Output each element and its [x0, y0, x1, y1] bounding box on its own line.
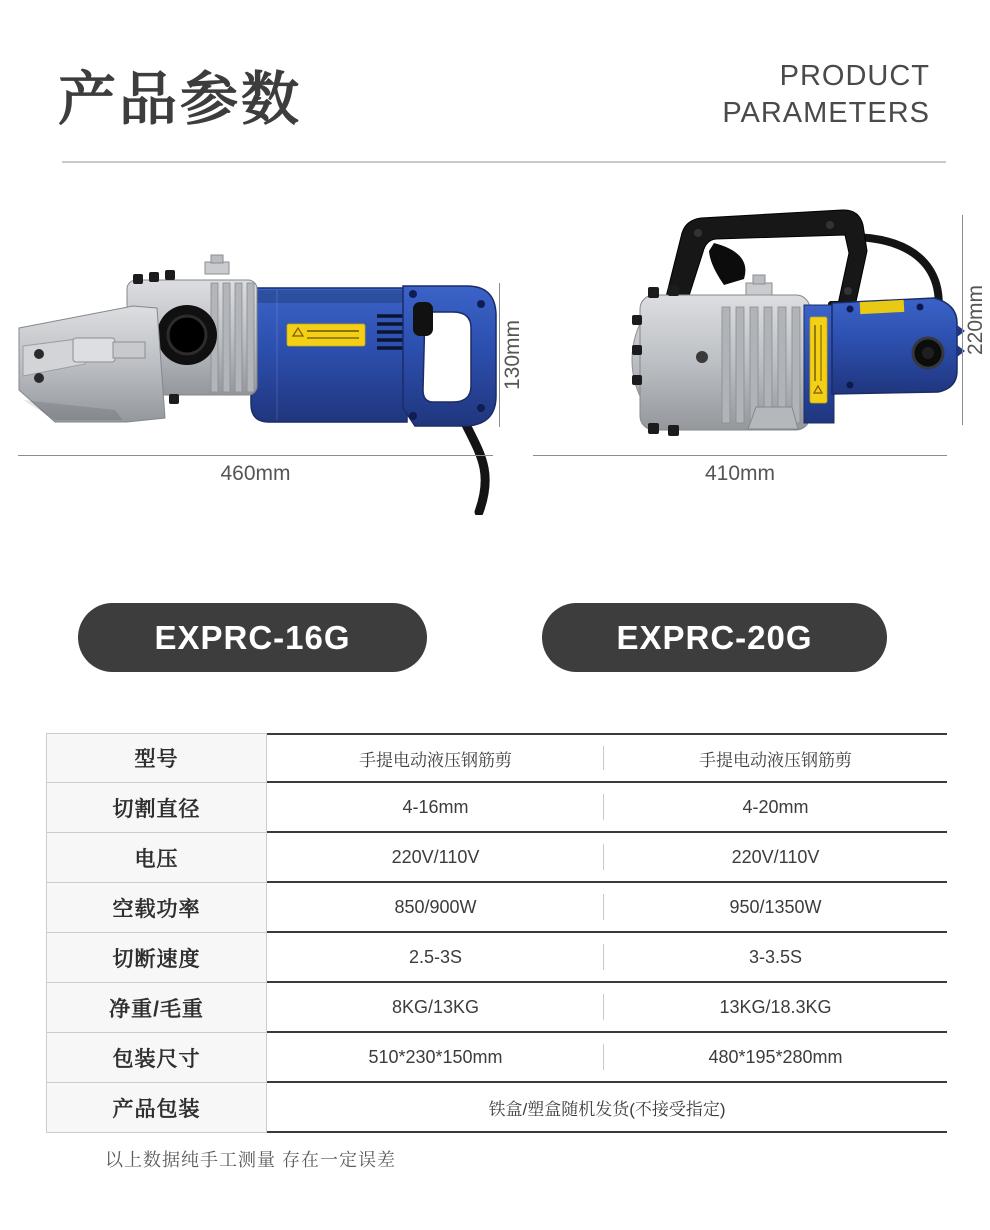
- cell-text: 手提电动液压钢筋剪: [359, 750, 512, 770]
- motor-housing: [251, 288, 407, 422]
- page-title-english: [722, 58, 930, 132]
- table-row-packaging: [46, 1083, 947, 1133]
- height-dimension-label-right: 220mm: [964, 284, 987, 356]
- warning-label: [287, 324, 365, 346]
- table-row-voltage: [46, 833, 947, 883]
- width-dimension-label-right: 410mm: [704, 462, 776, 485]
- row-label: 空载功率: [46, 883, 267, 933]
- support-foot: [748, 407, 798, 429]
- handle-trigger: [709, 243, 745, 285]
- table-row-model: [46, 733, 947, 783]
- page-title: 产品参数: [58, 67, 303, 132]
- row-label: 电压: [46, 833, 267, 883]
- row-value-col2: [604, 933, 947, 983]
- cell-text: 铁盒/塑盒随机发货(不接受指定): [488, 1099, 726, 1119]
- cell-text: 手提电动液压钢筋剪: [699, 750, 852, 770]
- cell-text: 13KG/18.3KG: [719, 996, 832, 1017]
- row-value-col2: [604, 833, 947, 883]
- table-row-cutting-speed: [46, 933, 947, 983]
- row-value-col2: [604, 983, 947, 1033]
- row-label: 切断速度: [46, 933, 267, 983]
- row-value-col1: [267, 1033, 604, 1083]
- top-bolt: [746, 283, 772, 295]
- cell-text: 950/1350W: [729, 896, 822, 917]
- motor-housing: [832, 298, 965, 394]
- width-dimension-line-right: [533, 455, 947, 456]
- product-image-exprc-20g: [520, 195, 965, 445]
- model-badge-exprc-16g: EXPRC-16G: [78, 603, 427, 672]
- row-value-col1: [267, 783, 604, 833]
- height-dimension-line-right: [962, 215, 963, 425]
- width-dimension-line-left: [18, 455, 493, 456]
- row-value-col1: [267, 833, 604, 883]
- row-value-col1: [267, 883, 604, 933]
- row-value-col2: [604, 883, 947, 933]
- warning-label: [810, 317, 827, 403]
- rubber-boss: [157, 305, 217, 365]
- top-bolt: [205, 262, 229, 274]
- table-row-cutting-diameter: [46, 783, 947, 833]
- small-label: [860, 300, 905, 314]
- cell-text: 220V/110V: [391, 846, 480, 867]
- width-dimension-label-left: 460mm: [220, 462, 291, 485]
- model-badge-exprc-20g: EXPRC-20G: [542, 603, 887, 672]
- height-dimension-label-left: 130mm: [501, 319, 524, 391]
- cell-text: 4-20mm: [742, 796, 809, 817]
- row-value-col1: [267, 733, 604, 783]
- row-value-col1: [267, 983, 604, 1033]
- row-label: 包装尺寸: [46, 1033, 267, 1083]
- table-row-weight: [46, 983, 947, 1033]
- row-label: 净重/毛重: [46, 983, 267, 1033]
- row-value-col1: [267, 933, 604, 983]
- row-value-col2: [604, 1033, 947, 1083]
- cell-text: 8KG/13KG: [391, 996, 480, 1017]
- height-dimension-line-left: [499, 283, 500, 427]
- trigger: [413, 302, 433, 336]
- header-divider: [62, 161, 946, 163]
- cell-text: 3-3.5S: [748, 946, 803, 967]
- page-title-english-line2: PARAMETERS: [722, 97, 930, 129]
- row-label: 切割直径: [46, 783, 267, 833]
- table-row-no-load-power: [46, 883, 947, 933]
- cell-text: 510*230*150mm: [368, 1046, 503, 1067]
- measurement-disclaimer: 以上数据纯手工测量 存在一定误差: [105, 1150, 396, 1170]
- cutting-head: [19, 306, 165, 422]
- cell-text: 220V/110V: [731, 846, 820, 867]
- cell-text: 2.5-3S: [408, 946, 463, 967]
- cell-text: 480*195*280mm: [708, 1046, 843, 1067]
- row-label: 型号: [46, 733, 267, 783]
- row-value-span: [267, 1083, 947, 1133]
- table-row-package-size: [46, 1033, 947, 1083]
- hex-nut: [73, 338, 115, 362]
- row-value-col2: [604, 783, 947, 833]
- cell-text: 850/900W: [394, 896, 477, 917]
- row-value-col2: [604, 733, 947, 783]
- page-title-english-line1: PRODUCT: [779, 60, 930, 92]
- spec-table: [46, 733, 947, 1133]
- cell-text: 4-16mm: [402, 796, 469, 817]
- housing-seam: [253, 290, 405, 303]
- row-label: 产品包装: [46, 1083, 267, 1133]
